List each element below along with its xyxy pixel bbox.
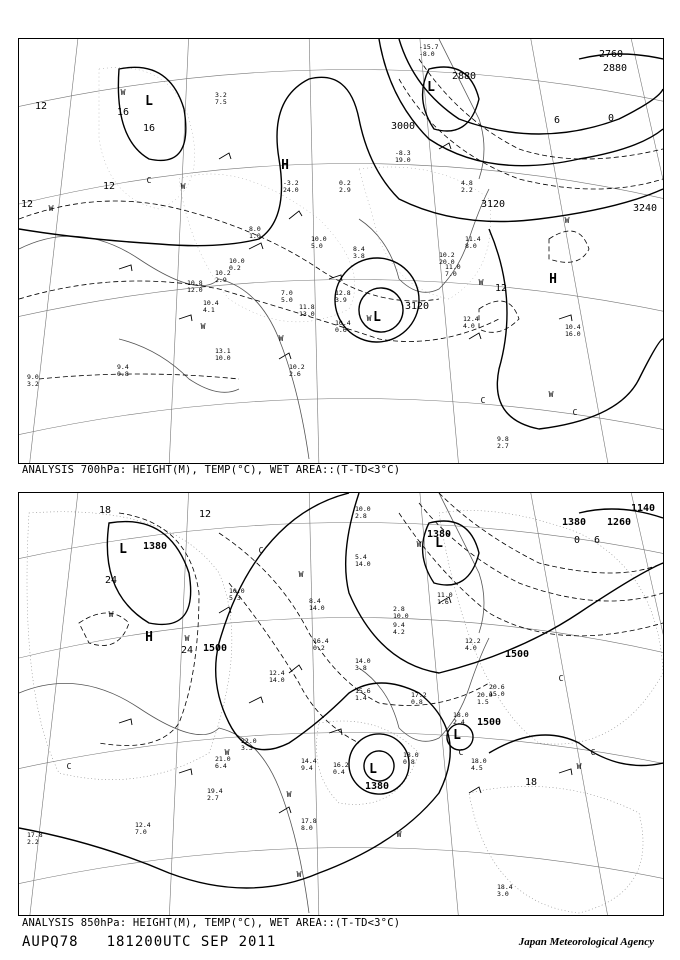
station-plot [269,669,285,684]
station-plot [339,179,351,194]
station-temperature: -15.7 [419,43,439,51]
station-plot [403,751,419,766]
station-plot [419,43,439,58]
station-plot [301,757,317,772]
map-700hpa [19,39,663,463]
isotherm-label: 24 [180,645,194,656]
station-dewpoint-depression: 14.0 [269,676,285,684]
station-temperature: 16.2 [333,761,349,769]
station-plot [355,553,371,568]
station-plot [465,637,481,652]
station-plot [463,315,479,330]
cold-marker: C [146,176,152,185]
station-dewpoint-depression: 1.5 [477,698,489,706]
station-dewpoint-depression: 10.0 [215,354,231,362]
low-pressure-center: L [427,80,435,95]
station-temperature: 9.4 [393,621,405,629]
station-plot [27,831,43,846]
station-dewpoint-depression: 2.4 [453,718,465,726]
warm-marker: W [564,216,570,225]
station-dewpoint-depression: 3.2 [27,380,39,388]
station-dewpoint-depression: 2.9 [215,276,227,284]
station-dewpoint-depression: 10.0 [393,612,409,620]
product-line [22,934,304,950]
isotherm-label: 16 [142,123,156,134]
isotherm-label: 12 [198,509,212,520]
warm-marker: W [548,390,554,399]
station-temperature: 0.2 [339,179,351,187]
warm-marker: W [120,88,126,97]
height-contour-label: 1260 [606,517,632,528]
station-temperature: 12.8 [335,289,351,297]
station-temperature: 11.0 [445,263,461,271]
height-contour-label: 1500 [476,717,502,728]
station-plot [335,289,351,304]
station-plot [207,787,223,802]
valid-time: 181200UTC SEP 2011 [106,934,277,950]
station-dewpoint-depression: 0.4 [333,768,345,776]
station-dewpoint-depression: 2.2 [27,838,39,846]
station-dewpoint-depression: 6.4 [215,762,227,770]
station-temperature: 8.0 [249,225,261,233]
map-850hpa [19,493,663,915]
low-pressure-center: L [119,542,127,557]
station-dewpoint-depression: 3.8 [355,664,367,672]
station-dewpoint-depression: 12.0 [187,286,203,294]
height-contour-label: 1380 [364,781,390,792]
station-temperature: 20.0 [477,691,493,699]
station-plot [395,149,411,164]
station-temperature: 17.2 [411,691,427,699]
isotherm-label: 18 [98,505,112,516]
station-dewpoint-depression: 16.0 [565,330,581,338]
station-plot [27,373,39,388]
station-temperature: 10.4 [335,319,351,327]
warm-marker: W [184,634,190,643]
station-plot [437,591,453,606]
station-temperature: 19.4 [207,787,223,795]
station-plot [411,691,427,706]
station-temperature: 10.2 [439,251,455,259]
station-plot [187,279,203,294]
station-temperature: 22.0 [241,737,257,745]
station-temperature: 10.2 [289,363,305,371]
station-dewpoint-depression: 7.0 [445,270,457,278]
station-temperature: 10.8 [187,279,203,287]
station-dewpoint-depression: 5.0 [281,296,293,304]
station-plot [471,757,487,772]
map-panel-700hpa [18,38,664,464]
station-dewpoint-depression: 8.0 [301,824,313,832]
station-plot [461,179,473,194]
height-contour-label: 2760 [598,49,624,60]
warm-marker: W [200,322,206,331]
height-contour-label: 3120 [480,199,506,210]
height-contour-label: 1380 [142,541,168,552]
station-temperature: 10.4 [565,323,581,331]
station-temperature: -3.2 [283,179,299,187]
wet-area-shading [99,68,491,322]
station-plot [311,235,327,250]
low-pressure-center: L [435,536,443,551]
agency-name: Japan Meteorological Agency [518,936,654,948]
station-plot [215,347,231,362]
high-pressure-center: H [145,630,153,645]
isotherm-label: 16 [116,107,130,118]
station-dewpoint-depression: 4.1 [203,306,215,314]
station-dewpoint-depression: 24.0 [283,186,299,194]
station-dewpoint-depression: 9.4 [301,764,313,772]
station-dewpoint-depression: 3.8 [353,252,365,260]
station-temperature: 8.4 [353,245,365,253]
station-plot [477,691,493,706]
station-plot [301,817,317,832]
station-plot [353,245,365,260]
station-dewpoint-depression: -8.0 [419,50,435,58]
height-contour-label: 1500 [504,649,530,660]
station-temperature: 16.4 [313,637,329,645]
warm-marker: W [478,278,484,287]
station-temperature: 5.4 [355,553,367,561]
isotherm-label: 0 [573,535,581,546]
station-dewpoint-depression: 15.0 [489,690,505,698]
warm-marker: W [296,870,302,879]
station-temperature: 14.0 [355,657,371,665]
station-dewpoint-depression: 4.0 [465,644,477,652]
station-dewpoint-depression: 0.8 [411,698,423,706]
station-plot [283,179,299,194]
cold-marker: C [258,546,264,555]
station-dewpoint-depression: 1.0 [249,232,261,240]
coastline [19,39,489,459]
station-temperature: 12.2 [465,637,481,645]
station-temperature: 11.4 [465,235,481,243]
height-contour-label: 1140 [630,503,656,514]
station-dewpoint-depression: 13.0 [299,310,315,318]
isotherm-label: 6 [593,535,601,546]
isotherm-label: 12 [494,283,508,294]
station-temperature: 18.0 [453,711,469,719]
station-temperature: 10.2 [215,269,231,277]
station-temperature: 10.0 [229,257,245,265]
station-plot [355,505,371,520]
station-plot [241,737,257,752]
station-temperature: 15.6 [355,687,371,695]
station-temperature: 11.8 [299,303,315,311]
height-contour-label: 1380 [426,529,452,540]
station-temperature: 10.4 [203,299,219,307]
station-dewpoint-depression: 3.9 [335,296,347,304]
station-dewpoint-depression: 2.8 [355,512,367,520]
wind-barbs [119,597,572,813]
station-dewpoint-depression: 3.3 [241,744,253,752]
station-plot [335,319,351,334]
station-temperature: 12.4 [269,669,285,677]
station-plot [313,637,329,652]
high-pressure-center: H [549,272,557,287]
station-dewpoint-depression: 4.2 [393,628,405,636]
station-dewpoint-depression: 20.0 [439,258,455,266]
isotherm-label: 24 [104,575,118,586]
warm-marker: W [224,748,230,757]
station-temperature: 10.0 [311,235,327,243]
station-temperature: 9.8 [497,435,509,443]
station-plot [249,225,261,240]
isotherm-label: 12 [102,181,116,192]
station-plot [333,761,349,776]
cold-marker: C [458,748,464,757]
station-temperature: 11.0 [437,591,453,599]
station-temperature: 10.0 [355,505,371,513]
station-dewpoint-depression: 0.8 [403,758,415,766]
station-plot [215,755,231,770]
station-temperature: 8.4 [309,597,321,605]
station-plot [229,587,245,602]
cold-marker: C [66,762,72,771]
station-dewpoint-depression: 2.7 [497,442,509,450]
station-temperature: 9.4 [117,363,129,371]
station-temperature: 18.0 [471,757,487,765]
station-dewpoint-depression: 4.5 [471,764,483,772]
station-plot [229,257,245,272]
isotherm-label: 6 [553,115,561,126]
caption-850hpa: ANALYSIS 850hPa: HEIGHT(M), TEMP(°C), WET AREA::(T-TD<3°C) [22,917,401,929]
cold-marker: C [590,748,596,757]
station-dewpoint-depression: 0.6 [335,326,347,334]
station-temperature: 3.2 [215,91,227,99]
cold-marker: C [572,408,578,417]
station-plot [117,363,129,378]
station-dewpoint-depression: 8.0 [465,242,477,250]
station-temperature: -8.3 [395,149,411,157]
station-plot [355,687,371,702]
station-temperature: 13.1 [215,347,231,355]
station-plot [135,821,151,836]
height-contour-label: 3120 [404,301,430,312]
station-temperature: 14.4 [301,757,317,765]
station-dewpoint-depression: 2.2 [461,186,473,194]
station-dewpoint-depression: 2.6 [289,370,301,378]
isotherm-label: 12 [34,101,48,112]
station-plot [203,299,219,314]
station-temperature: 4.8 [461,179,473,187]
height-contour-label: 3240 [632,203,658,214]
station-plot [439,251,455,266]
station-dewpoint-depression: 0.8 [117,370,129,378]
warm-marker: W [278,334,284,343]
station-plot [465,235,481,250]
height-contour-label: 1500 [202,643,228,654]
station-dewpoint-depression: 2.9 [339,186,351,194]
station-plot [299,303,315,318]
station-plot [565,323,581,338]
station-plot [215,91,227,106]
warm-marker: W [416,540,422,549]
station-dewpoint-depression: 7.0 [135,828,147,836]
station-temperature: 21.0 [215,755,231,763]
product-code: AUPQ78 [22,934,79,950]
height-contour-label: 1380 [561,517,587,528]
station-dewpoint-depression: 19.0 [395,156,411,164]
station-temperature: 20.6 [489,683,505,691]
station-plot [393,621,405,636]
station-temperature: 17.8 [301,817,317,825]
isotherm-label: 0 [607,113,615,124]
station-dewpoint-depression: 14.0 [309,604,325,612]
warm-marker: W [396,830,402,839]
station-temperature: 10.0 [229,587,245,595]
station-temperature: 12.4 [135,821,151,829]
station-temperature: 2.8 [393,605,405,613]
low-pressure-center: L [369,762,377,777]
station-dewpoint-depression: 5.3 [229,594,241,602]
station-dewpoint-depression: 5.0 [311,242,323,250]
low-pressure-center: L [145,94,153,109]
station-plot [281,289,293,304]
warm-marker: W [366,314,372,323]
height-contour-label: 2880 [602,63,628,74]
station-temperature: 18.4 [497,883,513,891]
station-temperature: 7.0 [281,289,293,297]
station-plot [289,363,305,378]
warm-marker: W [298,570,304,579]
low-pressure-center: L [453,728,461,743]
station-dewpoint-depression: 14.0 [355,560,371,568]
cold-marker: C [558,674,564,683]
warm-marker: W [576,762,582,771]
station-temperature: 12.4 [463,315,479,323]
station-plot [355,657,371,672]
station-temperature: 18.0 [403,751,419,759]
station-plot [309,597,325,612]
station-plot [497,883,513,898]
station-dewpoint-depression: 1.6 [437,598,449,606]
station-dewpoint-depression: 4.0 [463,322,475,330]
caption-700hpa: ANALYSIS 700hPa: HEIGHT(M), TEMP(°C), WET AREA::(T-TD<3°C) [22,464,401,476]
station-dewpoint-depression: 3.0 [497,890,509,898]
warm-marker: W [108,610,114,619]
warm-marker: W [48,204,54,213]
isotherm-label: 12 [20,199,34,210]
station-plot [453,711,469,726]
station-temperature: 17.8 [27,831,43,839]
station-plot [497,435,509,450]
station-temperature: 9.0 [27,373,39,381]
low-pressure-center: L [373,310,381,325]
wet-area-shading [27,511,663,914]
graticule [19,39,663,463]
height-contour-label: 3000 [390,121,416,132]
warm-marker: W [180,182,186,191]
isotherm-label: 18 [524,777,538,788]
height-contour-label: 2880 [451,71,477,82]
warm-marker: W [286,790,292,799]
station-dewpoint-depression: 2.7 [207,794,219,802]
station-dewpoint-depression: 7.5 [215,98,227,106]
station-dewpoint-depression: 1.4 [355,694,367,702]
station-plot [393,605,409,620]
high-pressure-center: H [281,158,289,173]
cold-marker: C [480,396,486,405]
height-contours [19,493,663,888]
graticule [19,493,663,915]
station-dewpoint-depression: 0.2 [229,264,241,272]
map-panel-850hpa [18,492,664,916]
station-dewpoint-depression: 0.2 [313,644,325,652]
